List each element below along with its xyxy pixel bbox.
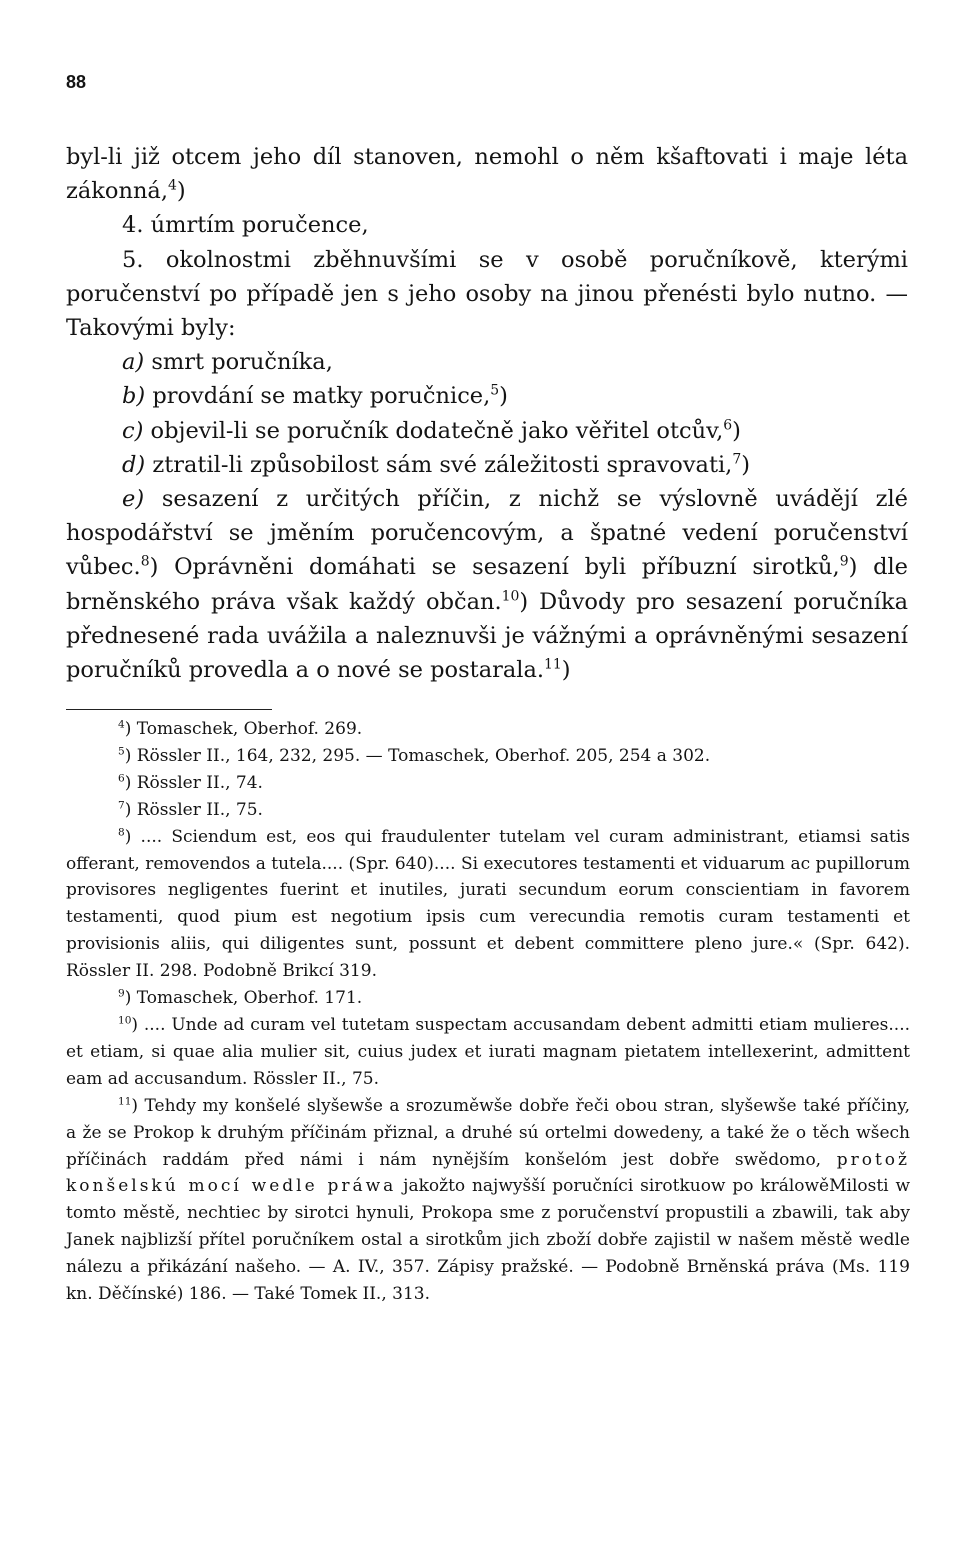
text: sesazení z určitých příčin, z nichž se výslovně uvádějí zlé hospodářství se jměním poručencovým, a špatné vedení poručenství vůbec.: [66, 486, 908, 581]
footnote-ref[interactable]: 4: [168, 177, 177, 194]
footnote-mark: 10: [118, 1014, 132, 1027]
text: .... Unde ad curam vel tutetam suspectam accusandam debent admitti etiam mulieres.... et etiam, si quae alia mulier sit, cuius judex et iurati magnam pietatem intellexerint, admittent eam ad accusandum. Rössler II., 75.: [66, 1014, 910, 1089]
item-b: b) provdání se matky poručnice,$^5$): [122, 382, 508, 410]
footnote-mark: 7: [118, 799, 125, 812]
enum-label: c): [122, 417, 144, 444]
text: Tehdy my konšelé slyšewše a srozuměwše dobře řeči obou stran, slyšewše také příčiny, a že se Prokop k druhým příčinám přiznal, a druhé sú ortelmi dowedeny, a také že o těch wšech příčinách raddám před námi i nám nynějším konšelóm jest dobře swědomo,: [66, 1095, 910, 1170]
text: objevil-li se poručník dodatečně jako věřitel otcův,: [150, 417, 724, 444]
footnote-9: $^9$) Tomaschek, Oberhof. 171.: [118, 987, 363, 1009]
footnote-ref[interactable]: 5: [490, 382, 500, 399]
footnote-mark: 6: [118, 772, 125, 785]
item-5: 5. okolnostmi zběhnuvšími se v osobě poručníkově, kterými poručenství po případě jen s jeho osoby na jinou přenésti bylo nutno. — Takovými byly:: [66, 246, 908, 342]
footnote-8: $^8$) .... Sciendum est, eos qui fraudulenter tutelam vel curam administrant, etiamsi satis offerant, removendos a tutela.... (Spr. 640).... Si executores testamenti et viduarum ac pupillorum provisores negligentes fuerint et inutiles, jurati secundum eorum conscientiam in favorem testamenti, quod pium est negotium ipsis cum verecundia remotis curam testamenti et provisionis aliis, qui diligentes sunt, possunt et debent committere pleno jure.« (Spr. 642). Rössler II. 298. Podobně Brikcí 319.: [66, 825, 910, 982]
text: ): [176, 178, 186, 205]
footnote-mark: 5: [118, 745, 125, 758]
spaced-text: protož konšelskú mocí wedle práwa: [66, 1149, 910, 1197]
footnote-11: $^{11}$) Tehdy my konšelé slyšewše a srozuměwše dobře řeči obou stran, slyšewše také příčiny, a že se Prokop k druhým příčinám přiznal, a druhé sú ortelmi dowedeny, a také že o těch wšech příčinách raddám před námi i nám nynějším konšelóm jest dobře swědomo, protož konšelskú mocí wedle práwa jakožto najwyšší poručníci sirotkuow po králowěMilosti w tomto městě, nechtiec by sirotci hynuli, Prokopa sme z poručenství propustili a zbawili, tak aby Janek najblizší přítel poručníkem ostal a sirotkům jich zboží dobře zajistil w našem městě wedle nálezu a přikázání našeho. — A. IV., 357. Zápisy pražské. — Podobně Brněnská práva (Ms. 119 kn. Děčínské) 186. — Také Tomek II., 313.: [66, 1095, 911, 1305]
text: Rössler II., 75.: [136, 799, 263, 820]
text: Tomaschek, Oberhof. 171.: [136, 988, 363, 1009]
text: Tomaschek, Oberhof. 269.: [136, 719, 363, 739]
item-a: [66, 345, 908, 379]
enum-label: a): [122, 349, 145, 376]
footnote-6: $^6$) Rössler II., 74.: [118, 772, 263, 793]
enum-label: d): [122, 451, 146, 478]
text: smrt poručníka,: [151, 349, 333, 376]
text: Rössler II., 164, 232, 295. — Tomaschek, Oberhof. 205, 254 a 302.: [136, 745, 711, 766]
text: ztratil-li způsobilost sám své záležitosti spravovati,: [152, 451, 733, 478]
footnote-mark: 4: [118, 718, 125, 731]
enum-label: b): [122, 383, 146, 410]
text: Oprávněni domáhati se sesazení byli příbuzní sirotků,: [158, 554, 840, 581]
footnote-mark: 9: [118, 987, 125, 1000]
text: .... Sciendum est, eos qui fraudulenter tutelam vel curam administrant, etiamsi satis offerant, removendos a tutela.... (Spr. 640).... Si executores testamenti et viduarum ac pupillorum provisores negligentes fuerint et inutiles, jurati secundum eorum conscientiam in favorem testamenti, quod pium est negotium ipsis cum verecundia remotis curam testamenti et provisionis aliis, qui diligentes sunt, possunt et debent committere pleno jure.« (Spr. 642). Rössler II. 298. Podobně Brikcí 319.: [66, 826, 910, 982]
footnote-4: $^4$) Tomaschek, Oberhof. 269.: [118, 718, 363, 739]
footnote-5: $^5$) Rössler II., 164, 232, 295. — Tomaschek, Oberhof. 205, 254 a 302.: [118, 745, 711, 766]
page-number: 88: [66, 72, 87, 92]
enum-label: e): [122, 486, 145, 513]
footnote-mark: 11: [118, 1095, 132, 1108]
text: provdání se matky poručnice,: [152, 383, 491, 410]
footnote-ref[interactable]: 6: [723, 417, 733, 434]
footnote-ref[interactable]: 8: [140, 553, 150, 570]
text: dle brněnského práva však každý občan.: [66, 554, 908, 615]
footnotes: [66, 716, 910, 1308]
paragraph-1: [66, 140, 908, 208]
footnote-ref[interactable]: 10: [501, 588, 520, 605]
footnote-7: $^7$) Rössler II., 75.: [118, 799, 263, 820]
footnote-10: $^{10}$) .... Unde ad curam vel tutetam suspectam accusandam debent admitti etiam mulieres.... et etiam, si quae alia mulier sit, cuius judex et iurati magnam pietatem intellexerint, admittent eam ad accusandum. Rössler II., 75.: [66, 1014, 910, 1089]
text: byl-li již otcem jeho díl stanoven, nemohl o něm kšaftovati i maje léta zákonná,: [66, 144, 908, 205]
item-d: d) ztratil-li způsobilost sám své záležitosti spravovati,$^7$): [122, 451, 750, 478]
main-text: [66, 140, 908, 687]
footnote-mark: 8: [118, 825, 125, 838]
footnote-ref[interactable]: 11: [544, 656, 562, 673]
footnote-separator: [66, 709, 272, 710]
text: Rössler II., 74.: [136, 772, 263, 793]
footnote-ref[interactable]: 9: [839, 553, 849, 570]
item-e: e) sesazení z určitých příčin, z nichž se výslovně uvádějí zlé hospodářství se jměním poručencovým, a špatné vedení poručenství vůbec.$^8$) Oprávněni domáhati se sesazení byli příbuzní sirotků,$^9$) dle brněnského práva však každý občan.$^{10}$) Důvody pro sesazení poručníka přednesené rada uvážila a naleznuvši je vážnými a oprávněnými sesazení poručníků provedla a o nové se postarala.$^{11}$): [66, 486, 908, 684]
text: Důvody pro sesazení poručníka přednesené rada uvážila a naleznuvši je vážnými a oprávněnými sesazení poručníků provedla a o nové se postarala.: [66, 588, 908, 684]
footnote-ref[interactable]: 7: [732, 451, 742, 468]
item-4: 4. úmrtím poručence,: [122, 212, 369, 239]
item-c: c) objevil-li se poručník dodatečně jako věřitel otcův,$^6$): [122, 417, 741, 444]
text: jakožto najwyšší poručníci sirotkuow po králowěMilosti w tomto městě, nechtiec by sirotci hynuli, Prokopa sme z poručenství propustili a zbawili, tak aby Janek najblizší přítel poručníkem ostal a sirotkům jich zboží dobře zajistil w našem městě wedle nálezu a přikázání našeho. — A. IV., 357. Zápisy pražské. — Podobně Brněnská práva (Ms. 119 kn. Děčínské) 186. — Také Tomek II., 313.: [66, 1176, 911, 1305]
